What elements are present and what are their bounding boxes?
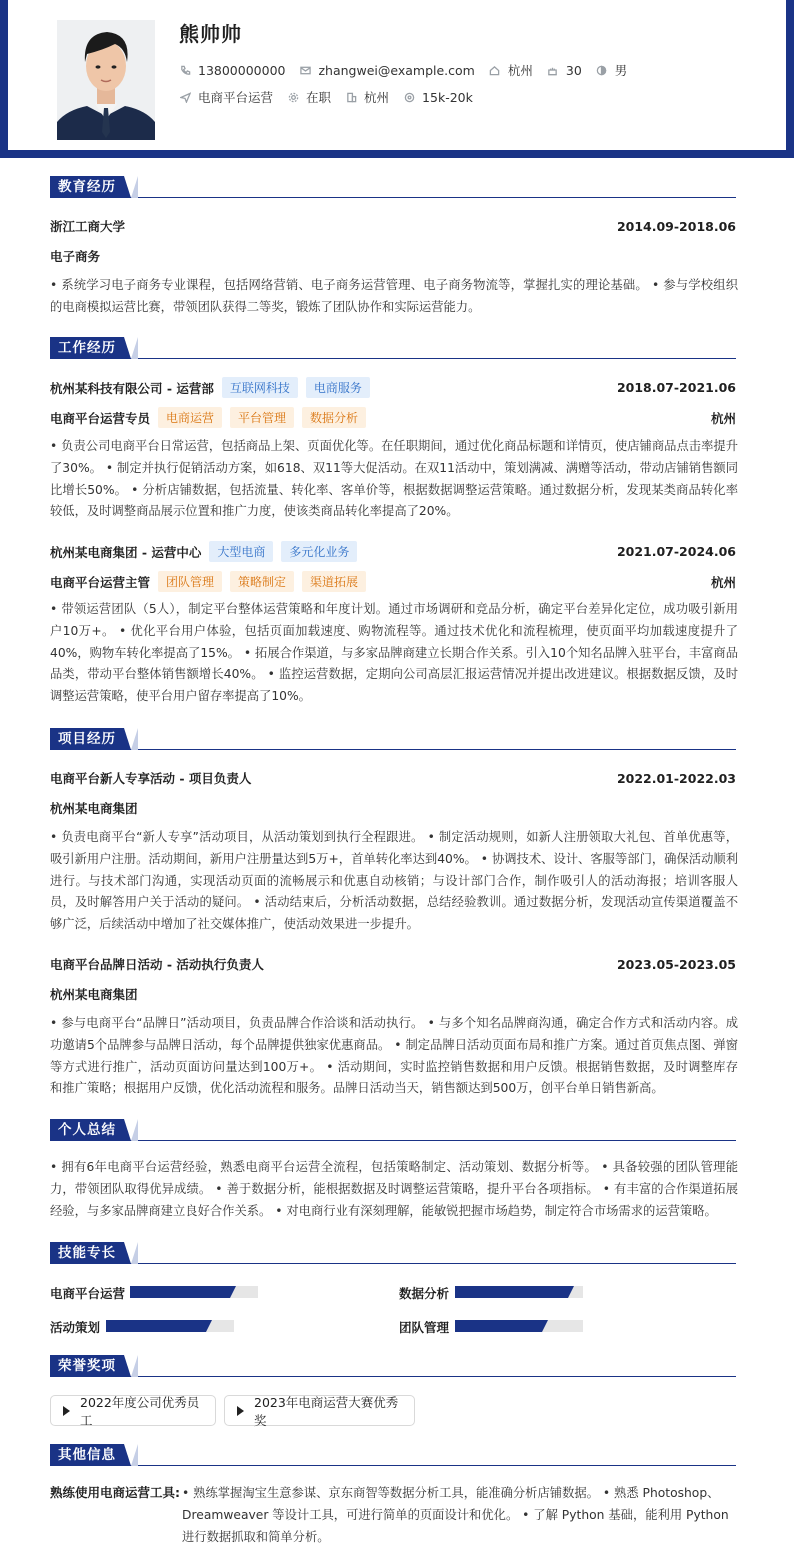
job-location: 杭州 <box>710 410 736 426</box>
project-desc: • 参与电商平台“品牌日”活动项目，负责品牌合作洽谈和活动执行。 • 与多个知名品牌商沟通，确定合作方式和活动内容。成功邀请5个品牌参与品牌日活动，每个品牌提供独家优惠商品。 • 制定品牌日活动页面布局和推广方案。通过首页焦点图、弹窗等方式进行推广，活动页面访问量达到100万+。 • 活动期间，实时监控销售数据和用户反馈。根据销售数据，及时调整库存和推广策略；根据用户反馈，优化活动流程和服务。品牌日活动当天，销售额达到500万，创平台单日销售新高。 <box>50 1016 738 1096</box>
phone-icon <box>179 64 191 76</box>
section-title: 技能专长 <box>50 1242 124 1264</box>
cake-icon <box>547 64 559 76</box>
other-desc: • 熟练掌握淘宝生意参谋、京东商智等数据分析工具，能准确分析店铺数据。 • 熟悉 Photoshop、Dreamweaver 等设计工具，可进行简单的页面设计和优化。 • 了解 Python 基础，能利用 Python 进行数据抓取和简单分析。 <box>182 1486 729 1544</box>
skill-name: 电商平台运营 <box>50 1286 126 1301</box>
project-desc: • 负责电商平台“新人专享”活动项目，从活动策划到执行全程跟进。 • 制定活动规则，如新人注册领取大礼包、首单优惠等，吸引新用户注册。活动期间，新用户注册量达到5万+，首单转化率达到40%。 • 协调技术、设计、客服等部门，确保活动顺利进行。与技术部门沟通，实现活动页面的流畅展示和优惠自动核销；与设计部门合作，制作吸引人的活动海报；培训客服人员，及时解答用户关于活动的疑问。 • 活动结束后，分析活动数据，总结经验教训。通过数据分析，发现活动宣传渠道覆盖不够广泛，后续活动中增加了社交媒体推广，使活动效果进一步提升。 <box>50 830 738 932</box>
other-label: 熟练使用电商运营工具: <box>50 1485 180 1500</box>
job-role: 电商平台运营专员 <box>50 410 151 426</box>
candidate-name: 熊帅帅 <box>179 22 242 46</box>
avatar-portrait <box>57 20 155 140</box>
project-name: 电商平台品牌日活动 - 活动执行负责人 <box>50 957 264 972</box>
company-tag: 电商服务 <box>306 377 370 398</box>
project-org: 杭州某电商集团 <box>50 987 138 1002</box>
job-intent-row <box>179 88 487 106</box>
gender-icon <box>596 64 608 76</box>
job-role-row <box>50 571 736 592</box>
play-icon <box>63 1406 70 1416</box>
company-name: 杭州某电商集团 - 运营中心 <box>50 544 202 560</box>
coin-icon <box>403 91 415 103</box>
section-awards <box>50 1355 736 1377</box>
project-header-row <box>50 769 736 787</box>
project-header-row <box>50 955 736 973</box>
company-tag: 互联网科技 <box>222 377 298 398</box>
section-work <box>50 337 736 359</box>
header-frame-right <box>786 0 794 158</box>
project-org-row <box>50 985 736 1003</box>
role-tag: 平台管理 <box>230 407 294 428</box>
mail-icon <box>299 64 311 76</box>
section-other <box>50 1444 736 1466</box>
skill-name: 团队管理 <box>399 1320 450 1335</box>
city-item <box>489 61 533 79</box>
city-text: 杭州 <box>507 63 533 78</box>
skill-bar <box>455 1320 583 1332</box>
education-row <box>50 217 736 235</box>
section-title: 项目经历 <box>50 728 124 750</box>
section-title: 个人总结 <box>50 1119 124 1141</box>
avatar <box>57 20 155 140</box>
role-tag: 渠道拓展 <box>302 571 366 592</box>
major-name: 电子商务 <box>50 249 101 264</box>
job-role: 电商平台运营主管 <box>50 574 151 590</box>
age-text: 30 <box>565 62 582 78</box>
phone-item <box>179 63 285 78</box>
age-item <box>547 63 582 78</box>
project-period: 2023.05-2023.05 <box>616 956 736 972</box>
project-name: 电商平台新人专享活动 - 项目负责人 <box>50 771 252 786</box>
job-desc: • 带领运营团队（5人），制定平台整体运营策略和年度计划。通过市场调研和竞品分析，确定平台差异化定位，成功吸引新用户10万+。 • 优化平台用户体验，包括页面加载速度、购物流程等。通过技术优化和流程梳理，使页面平均加载速度提升了40%，购物车转化率提高了15%。 • 拓展合作渠道，与多家品牌商建立长期合作关系。引入10个知名品牌入驻平台，丰富商品品类，带动平台整体销售额增长40%。 • 监控运营数据，定期向公司高层汇报运营情况并提出改进建议。根据数据反馈，及时调整运营策略，使平台用户留存率提高了10%。 <box>50 602 738 704</box>
job-period: 2021.07-2024.06 <box>616 544 736 559</box>
award-text: 2022年度公司优秀员工 <box>80 1394 200 1428</box>
header-frame-bottom <box>0 150 794 158</box>
gear-icon <box>287 91 299 103</box>
project-org: 杭州某电商集团 <box>50 801 138 816</box>
gender-item <box>596 61 628 79</box>
skill-bar <box>106 1320 234 1332</box>
target-role-item <box>179 88 273 106</box>
status-text: 在职 <box>306 90 332 105</box>
project-org-row <box>50 799 736 817</box>
target-role-text: 电商平台运营 <box>198 90 274 105</box>
salary-text: 15k-20k <box>422 89 473 105</box>
company-name: 杭州某科技有限公司 - 运营部 <box>50 380 214 396</box>
building-icon <box>345 91 357 103</box>
section-title: 其他信息 <box>50 1444 124 1466</box>
role-tag: 数据分析 <box>302 407 366 428</box>
role-tag: 团队管理 <box>158 571 222 592</box>
skill-bar-fill <box>455 1286 568 1298</box>
section-education <box>50 176 736 198</box>
skill-bar-fill <box>455 1320 542 1332</box>
section-title: 荣誉奖项 <box>50 1355 124 1377</box>
role-tag: 电商运营 <box>158 407 222 428</box>
job-location: 杭州 <box>710 574 736 590</box>
summary-desc: • 拥有6年电商平台运营经验，熟悉电商平台运营全流程，包括策略制定、活动策划、数据分析等。 • 具备较强的团队管理能力，带领团队取得优异成绩。 • 善于数据分析，能根据数据及时调整运营策略，提升平台各项指标。 • 有丰富的合作渠道拓展经验，与多家品牌商建立良好合作关系。 • 对电商行业有深刻理解，能敏锐把握市场趋势，制定符合市场需求的运营策略。 <box>50 1160 738 1218</box>
contact-row <box>179 61 641 79</box>
email-item <box>299 63 474 78</box>
gender-text: 男 <box>614 63 628 78</box>
skill-bar-fill <box>130 1286 230 1298</box>
award-text: 2023年电商运营大赛优秀奖 <box>254 1394 399 1428</box>
skill-bar <box>130 1286 258 1298</box>
target-city-item <box>345 88 389 106</box>
job-desc: • 负责公司电商平台日常运营，包括商品上架、页面优化等。在任职期间，通过优化商品标题和详情页，使店铺商品点击率提升了30%。 • 制定并执行促销活动方案，如618、双11等大促活动。在双11活动中，策划满减、满赠等活动，带动店铺销售额同比增长50%。 • 分析店铺数据，包括流量、转化率、客单价等，根据数据调整运营策略。通过数据分析，发现某类商品转化率较低，及时调整商品展示位置和推广力度，使该类商品转化率提高了20%。 <box>50 439 738 519</box>
target-city-text: 杭州 <box>364 90 390 105</box>
education-period: 2014.09-2018.06 <box>616 218 736 234</box>
job-period: 2018.07-2021.06 <box>616 380 736 395</box>
role-tag: 策略制定 <box>230 571 294 592</box>
email-text: zhangwei@example.com <box>318 62 475 78</box>
skill-name: 活动策划 <box>50 1320 101 1335</box>
award-chip <box>50 1395 216 1426</box>
section-title: 工作经历 <box>50 337 124 359</box>
home-icon <box>489 64 501 76</box>
section-summary <box>50 1119 736 1141</box>
section-title: 教育经历 <box>50 176 124 198</box>
salary-item <box>403 90 473 105</box>
skill-name: 数据分析 <box>399 1286 450 1301</box>
skill-bar-fill <box>106 1320 206 1332</box>
job-role-row <box>50 407 736 428</box>
phone-text: 13800000000 <box>198 62 286 78</box>
education-desc: • 系统学习电子商务专业课程，包括网络营销、电子商务运营管理、电子商务物流等，掌握扎实的理论基础。 • 参与学校组织的电商模拟运营比赛，带领团队获得二等奖，锻炼了团队协作和实际运营能力。 <box>50 278 738 314</box>
send-icon <box>179 91 191 103</box>
section-projects <box>50 728 736 750</box>
company-tag: 多元化业务 <box>281 541 357 562</box>
section-skills <box>50 1242 736 1264</box>
job-header-row <box>50 377 736 398</box>
award-chip <box>224 1395 415 1426</box>
project-period: 2022.01-2022.03 <box>616 770 736 786</box>
status-item <box>287 88 331 106</box>
school-name: 浙江工商大学 <box>50 219 126 234</box>
skill-bar <box>455 1286 583 1298</box>
major-row <box>50 247 736 265</box>
header-frame-left <box>0 0 8 150</box>
company-tag: 大型电商 <box>209 541 273 562</box>
job-header-row <box>50 541 736 562</box>
play-icon <box>237 1406 244 1416</box>
